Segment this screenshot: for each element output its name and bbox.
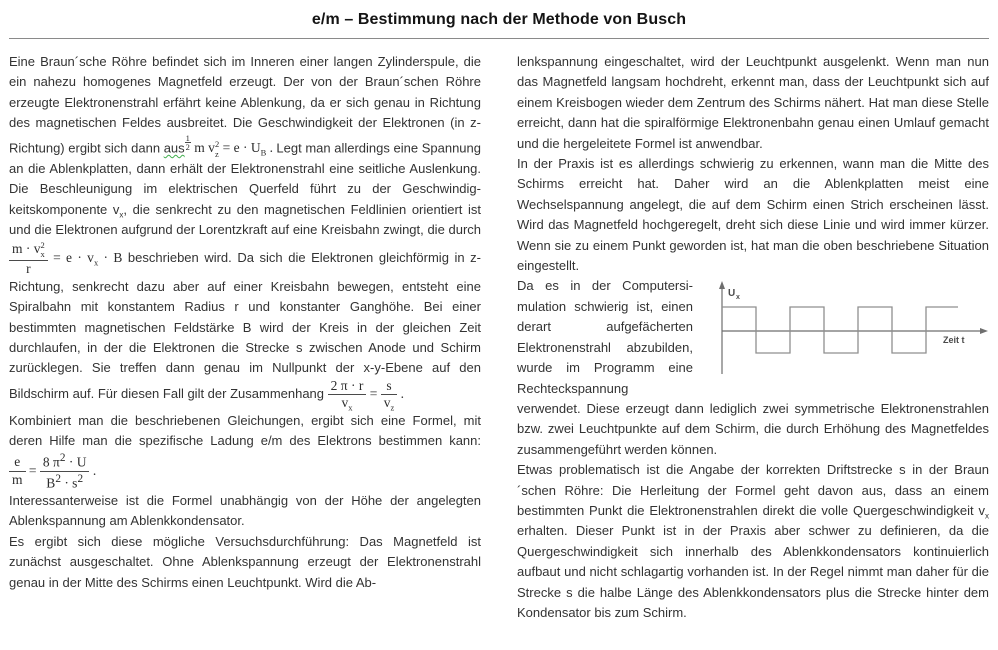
paragraph <box>517 460 989 623</box>
subscript-x: x <box>985 511 989 521</box>
formula-period: $\frac{2 \pi \cdot r}{v_x}$ = $\frac{s}{v_z}$ . <box>328 386 404 401</box>
title-divider <box>9 38 989 39</box>
formula-energy: $\frac{1}{2}$ m v 2 z = $e \cdot U_B$ . <box>185 132 277 159</box>
text-run: Eine Braun´sche Röhre befindet sich im Inneren einer langen Zylinderspule, die ein nahezu homogenes Magnetfeld erzeugt. Der von der Braun´schen Röhre erzeugte Elektronenstrahl erfährt keine Ablenkung, da er sich genau in Richtung des magnetischen Feldes ausbreitet. Die Geschwindigkeit der Elektronen (in z-Richtung) ergibt sich dann <box>9 54 481 156</box>
paragraph: Interessanterweise ist die Formel unabhängig von der Höhe der angelegten Ablenkspannung am Ablenkkondensator. <box>9 493 481 529</box>
two-column-layout <box>9 52 989 623</box>
y-axis-label: U <box>728 288 736 300</box>
text-run: Etwas problematisch ist die Angabe der korrekten Driftstrecke s in der Braun´schen Röhre: Die Herleitung der Formel geht davon aus, dass an einem bestimmten Punkt die Elektronenstrahlen direkt die volle Quergeschwindigkeit v <box>517 462 989 518</box>
spellcheck-word: aus <box>163 140 185 156</box>
text-run: beschrieben wird. Da sich die Elektronen gleichförmig in z-Richtung, senkrecht dazu aber auf einer Kreisbahn bewegen, entsteht eine Spiralbahn mit konstantem Radius r und konstanter Ganghöhe. Bei einer bestimmten magnetischen Feldstärke B wird der Kreis in der gleichen Zeit durchlaufen, in der die Elektronen die Strecke s zwischen Anode und Schirm zurücklegen. Sie treffen dann genau im Nullpunkt der x-y-Ebene auf den Bildschirm auf. Für diesen Fall gilt der Zusammenhang <box>9 249 482 402</box>
fraction: $\frac{e}{m}$ <box>9 455 26 487</box>
voltage-axis-arrow <box>719 281 725 289</box>
paragraph: In der Praxis ist es allerdings schwierig zu erkennen, wann man die Mitte des Schirms erreicht hat. Daher wird an die Ablenkplatten meist eine Wechselspannung angelegt, die auf dem Schirm einen Strich erscheinen lässt. Wird das Magnetfeld hochgeregelt, dreht sich diese Linie und wird immer kürzer. Wenn sie zu einem Punkt geworden ist, hat man die oben beschriebene Situation eingestellt. <box>517 156 989 274</box>
fraction: $\frac{2 \pi \cdot r}{v_x}$ <box>328 379 367 411</box>
text-run: Legt man allerdings eine Spannung an die Ablenkplatten, dann erhält der Elektronenstrahl eine seitliche Auslenkung. Die Beschleunigung im elektrischen Querfeld führt zu der Geschwindigkeitskomponente v <box>9 140 481 217</box>
square-wave-chart <box>699 278 989 392</box>
paragraph <box>9 411 481 491</box>
subscript-x: x <box>119 210 124 220</box>
paragraph: Es ergibt sich diese mögliche Versuchsdurchführung: Das Magnetfeld ist zunächst ausgeschaltet. Ohne Ablenkspannung erzeugt der Elektronenstrahl genau in der Mitte des Schirms einen Leuchtpunkt. Wird die Ab- <box>9 533 481 590</box>
square-wave-figure <box>699 278 989 392</box>
fraction: $\frac{8 \pi^2 \cdot U}{B^2 \cdot s^2}$ <box>40 452 90 491</box>
formula-em: $\frac{e}{m}$ = $\frac{8 \pi^2 \cdot U}{B^2 \cdot s^2}$ . <box>9 463 96 478</box>
column-right <box>517 52 989 623</box>
paragraph-with-figure <box>517 276 989 460</box>
paragraph: lenkspannung eingeschaltet, wird der Leuchtpunkt ausgelenkt. Wenn man nun das Magnetfeld langsam hochdreht, erkennt man, dass der Leuchtpunkt sich auf einem Kreisbogen wieder dem Zentrum des Schirms nähert. Hat man diese Stelle erreicht, dann hat die spiralförmige Elektronenbahn genau einen Umlauf gemacht und die hergeleitete Formel ist anwendbar. <box>517 54 989 151</box>
column-left <box>9 52 481 623</box>
paragraph <box>9 52 482 414</box>
x-axis-label: Zeit t <box>943 335 965 346</box>
time-axis-arrow <box>980 328 988 334</box>
text-run: erhalten. Dieser Punkt ist in der Praxis aber schwer zu definieren, da die Quergeschwindigkeit sich innerhalb des Ablenkkondensators kontinuierlich aufbaut und nicht schlagartig vorhanden ist. In der Regel nimmt man daher für die Strecke s die halbe Länge des Ablenkkondensators plus die Strecke hinter dem Kondensator bis zum Schirm. <box>517 523 989 620</box>
text-run: Da es in der Computersimulation schwierig ist, einen derart aufgefächerten Elektronenstrahl abzubilden, wurde im Programm eine Rechteckspannung verwendet. Diese erzeugt dann lediglich zwei symmetrische Elektronenstrahlen bzw. zwei Leuchtpunkte auf dem Schirm, die durch Erhöhung des Magnetfeldes zusammengeführt werden können. <box>517 278 989 457</box>
fraction: $\frac{1}{2}$ <box>185 132 190 153</box>
formula-lorentz: m · v 2 x r = $e \cdot v_x \cdot B$ <box>9 250 122 265</box>
fraction: $\frac{s}{v_z}$ <box>381 379 398 411</box>
page-title: e/m – Bestimmung nach der Methode von Busch <box>311 11 687 28</box>
y-axis-label-subscript: x <box>736 294 740 302</box>
fraction: m · v 2 x r <box>9 241 48 277</box>
sup-sub-stack: 2 z <box>214 139 220 159</box>
text-run: , die senkrecht zu den magnetischen Feldlinien orientiert ist und die Elektronen aufgrund der Lorentzkraft auf eine Kreisbahn zwingt, die durch <box>9 201 481 238</box>
square-wave <box>722 307 958 353</box>
text-run: Kombiniert man die beschriebenen Gleichungen, ergibt sich eine Formel, mit deren Hilfe man die spezifische Ladung e/m des Elektrons bestimmen kann: <box>9 413 481 449</box>
